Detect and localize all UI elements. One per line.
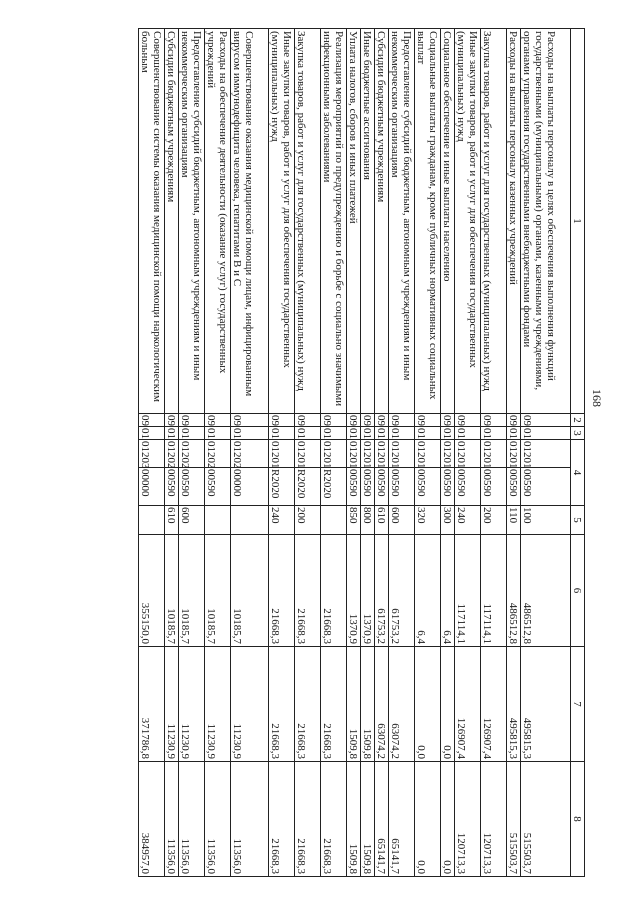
row-description: Закупка товаров, работ и услуг для государственных (муниципальных) нужд xyxy=(481,29,507,414)
row-code-4-program: 01202 xyxy=(179,440,205,468)
row-code-4-direction: 00590 xyxy=(455,468,481,506)
row-value-8: 21668,3 xyxy=(295,762,321,877)
row-code-5: 110 xyxy=(507,506,521,535)
table-row xyxy=(269,29,295,877)
row-code-4-program: 01202 xyxy=(205,440,231,468)
table-row xyxy=(375,29,389,877)
table-row xyxy=(521,29,571,877)
row-code-4-direction: 00590 xyxy=(415,468,441,506)
row-value-8: 0,0 xyxy=(441,762,455,877)
row-code-3: 01 xyxy=(507,428,519,439)
row-code-5: 850 xyxy=(347,506,361,535)
row-code-2: 09 xyxy=(179,414,205,427)
row-code-4-direction: 00590 xyxy=(481,468,507,506)
row-value-8: 515503,7 xyxy=(521,762,571,877)
row-value-7: 11230,9 xyxy=(231,647,269,762)
row-code-2: 09 xyxy=(321,414,347,427)
row-code-3: 01 xyxy=(441,428,453,439)
table-row xyxy=(441,29,455,877)
row-code-3: 01 xyxy=(295,427,321,440)
row-value-8: 65141,7 xyxy=(389,762,415,877)
row-value-6: 61753,2 xyxy=(375,535,389,647)
row-value-6: 6,4 xyxy=(441,535,455,647)
row-value-8: 515503,7 xyxy=(507,762,521,877)
row-value-8: 65141,7 xyxy=(375,762,389,877)
table-row xyxy=(165,29,179,877)
row-description: Расходы на обеспечение деятельности (оказание услуг) государственных учреждений xyxy=(205,29,231,414)
row-code-4-direction: 00590 xyxy=(205,468,231,506)
row-code-5: 300 xyxy=(441,506,455,535)
header-col-5: 5 xyxy=(571,506,585,535)
row-value-8: 384957,0 xyxy=(139,762,165,877)
row-value-6: 117114,1 xyxy=(481,535,507,647)
row-value-6: 21668,3 xyxy=(295,535,321,647)
table-row xyxy=(481,29,507,877)
row-code-3: 01 xyxy=(415,427,441,440)
row-value-6: 10185,7 xyxy=(205,535,231,647)
row-code-5 xyxy=(231,506,269,535)
row-code-2: 09 xyxy=(415,414,441,427)
row-value-6: 1370,9 xyxy=(361,535,375,647)
row-value-7: 63074,2 xyxy=(389,647,415,762)
row-value-7: 495815,3 xyxy=(507,647,521,762)
row-code-4-program: 01201 xyxy=(415,440,441,468)
row-value-7: 11230,9 xyxy=(205,647,231,762)
table-row xyxy=(179,29,205,877)
row-value-6: 1370,9 xyxy=(347,535,361,647)
row-description: Социальные выплаты гражданам, кроме публичных нормативных социальных выплат xyxy=(415,29,441,414)
row-code-2: 09 xyxy=(231,414,269,427)
row-description: Совершенствование оказания медицинской помощи лицам, инфицированным вирусом иммунодефицита человека, гепатитами В и С xyxy=(231,29,269,414)
row-code-4-program: 01203 xyxy=(139,440,165,468)
row-value-7: 63074,2 xyxy=(375,647,389,762)
header-col-7: 7 xyxy=(571,647,585,762)
row-code-5: 610 xyxy=(165,506,179,535)
row-value-7: 11230,9 xyxy=(179,647,205,762)
table-header-row xyxy=(571,29,585,877)
row-description: Предоставление субсидий бюджетным, автономным учреждениям и иным некоммерческим организациям xyxy=(179,29,205,414)
row-value-8: 0,0 xyxy=(415,762,441,877)
table-row xyxy=(347,29,361,877)
table-row xyxy=(415,29,441,877)
row-value-7: 11230,9 xyxy=(165,647,179,762)
row-description: Закупка товаров, работ и услуг для государственных (муниципальных) нужд xyxy=(295,29,321,414)
row-code-3: 01 xyxy=(179,427,205,440)
row-value-7: 495815,3 xyxy=(521,647,571,762)
row-code-4-direction: 00590 xyxy=(347,468,361,506)
row-value-6: 10185,7 xyxy=(165,535,179,647)
row-code-4-direction: 00590 xyxy=(521,468,571,506)
row-code-4-program: 01201 xyxy=(507,441,519,469)
row-value-8: 11356,0 xyxy=(179,762,205,877)
row-code-4-direction: 00590 xyxy=(375,468,389,506)
row-code-3: 01 xyxy=(321,427,347,440)
row-code-5: 320 xyxy=(415,506,441,535)
row-code-4-direction: 00000 xyxy=(139,468,165,506)
row-description: Реализация мероприятий по предупреждению и борьбе с социально значимыми инфекционными заболеваниями xyxy=(321,29,347,414)
row-code-3: 01 xyxy=(361,428,373,439)
row-code-3: 01 xyxy=(389,427,415,440)
row-code-2: 09 xyxy=(389,414,415,427)
row-code-4-program: 01201 xyxy=(521,440,571,468)
row-code-2: 09 xyxy=(205,414,231,427)
row-code-4-direction: 00000 xyxy=(231,468,269,506)
row-code-2: 09 xyxy=(361,415,373,426)
row-value-6: 486512,8 xyxy=(507,535,521,647)
table-row xyxy=(295,29,321,877)
row-description: Иные закупки товаров, работ и услуг для обеспечения государственных (муниципальных) нужд xyxy=(269,29,295,414)
row-code-5: 200 xyxy=(295,506,321,535)
row-code-2: 09 xyxy=(139,414,165,427)
row-code-5 xyxy=(139,506,165,535)
row-code-4-direction: R2020 xyxy=(295,468,321,506)
row-code-4-program: 01202 xyxy=(165,441,177,469)
row-value-8: 11356,0 xyxy=(231,762,269,877)
row-value-7: 21668,3 xyxy=(269,647,295,762)
row-code-5: 100 xyxy=(521,506,571,535)
row-description: Социальное обеспечение и иные выплаты населению xyxy=(441,29,455,414)
row-code-3: 01 xyxy=(521,427,571,440)
row-code-4-direction: 00590 xyxy=(389,468,415,506)
budget-table xyxy=(138,28,585,877)
row-code-3: 01 xyxy=(455,427,481,440)
row-description: Субсидии бюджетным учреждениям xyxy=(375,29,389,414)
row-value-8: 21668,3 xyxy=(269,762,295,877)
header-col-3: 3 xyxy=(571,427,585,440)
row-value-7: 1509,8 xyxy=(347,647,361,762)
row-value-7: 1509,8 xyxy=(361,647,375,762)
row-code-4-program: 01201 xyxy=(269,440,295,468)
row-code-4-program: 01201 xyxy=(321,440,347,468)
row-code-5 xyxy=(321,506,347,535)
table-row xyxy=(361,29,375,877)
row-value-6: 6,4 xyxy=(415,535,441,647)
row-value-7: 126907,4 xyxy=(481,647,507,762)
row-code-4-program: 01201 xyxy=(375,441,387,469)
table-row xyxy=(205,29,231,877)
row-code-3: 01 xyxy=(205,427,231,440)
header-col-6: 6 xyxy=(571,535,585,647)
row-code-4-program: 01201 xyxy=(455,440,481,468)
table-row xyxy=(389,29,415,877)
table-body xyxy=(139,29,571,877)
row-value-8: 120713,3 xyxy=(455,762,481,877)
row-value-8: 1509,8 xyxy=(347,762,361,877)
table-row xyxy=(321,29,347,877)
row-code-4-program: 01201 xyxy=(481,440,507,468)
header-col-2: 2 xyxy=(571,414,585,427)
row-code-4-direction: 00590 xyxy=(507,468,521,506)
row-code-4-program: 01201 xyxy=(295,440,321,468)
row-description: Расходы на выплаты персоналу в целях обеспечения выполнения функций государственными (муниципальными) органами, казенными учреждениями, органами управления государственными внебюджетными фондами xyxy=(521,29,571,414)
row-description: Уплата налогов, сборов и иных платежей xyxy=(347,29,361,414)
row-code-4-direction: 00590 xyxy=(179,468,205,506)
table-row xyxy=(231,29,269,877)
row-description: Субсидии бюджетным учреждениям xyxy=(165,29,179,414)
row-description: Иные бюджетные ассигнования xyxy=(361,29,375,414)
table-row xyxy=(507,29,521,877)
row-code-2: 09 xyxy=(375,415,387,426)
row-value-6: 486512,8 xyxy=(521,535,571,647)
row-code-4-direction: 00590 xyxy=(165,468,179,506)
row-value-8: 1509,8 xyxy=(361,762,375,877)
row-value-8: 11356,0 xyxy=(205,762,231,877)
row-value-7: 126907,4 xyxy=(455,647,481,762)
row-code-3: 01 xyxy=(165,428,177,439)
row-value-8: 21668,3 xyxy=(321,762,347,877)
header-col-8: 8 xyxy=(571,762,585,877)
row-code-5: 600 xyxy=(179,506,205,535)
row-code-4-direction: R2020 xyxy=(321,468,347,506)
row-code-4-direction: 00590 xyxy=(361,468,375,506)
rotated-page-content xyxy=(49,28,604,876)
row-code-4-program: 01201 xyxy=(441,441,453,469)
row-code-5: 610 xyxy=(375,506,389,535)
row-code-5: 600 xyxy=(389,506,415,535)
row-code-5: 240 xyxy=(455,506,481,535)
row-value-7: 21668,3 xyxy=(321,647,347,762)
page-number: 168 xyxy=(590,389,604,407)
row-description: Иные закупки товаров, работ и услуг для обеспечения государственных (муниципальных) нужд xyxy=(455,29,481,414)
row-code-5 xyxy=(205,506,231,535)
row-code-2: 09 xyxy=(165,415,177,426)
row-code-2: 09 xyxy=(481,414,507,427)
row-code-3: 01 xyxy=(139,427,165,440)
table-row xyxy=(455,29,481,877)
row-code-5: 200 xyxy=(481,506,507,535)
table-row xyxy=(139,29,165,877)
row-code-4-direction: 00590 xyxy=(441,468,455,506)
row-value-6: 117114,1 xyxy=(455,535,481,647)
row-value-6: 10185,7 xyxy=(231,535,269,647)
row-value-7: 21668,3 xyxy=(295,647,321,762)
row-code-3: 01 xyxy=(347,428,359,439)
row-code-5: 800 xyxy=(361,506,375,535)
row-code-3: 01 xyxy=(269,427,295,440)
row-code-2: 09 xyxy=(521,414,571,427)
row-code-3: 01 xyxy=(231,427,269,440)
row-value-8: 120713,3 xyxy=(481,762,507,877)
row-code-2: 09 xyxy=(269,414,295,427)
row-code-2: 09 xyxy=(347,415,359,426)
row-value-7: 371786,8 xyxy=(139,647,165,762)
row-code-2: 09 xyxy=(295,414,321,427)
row-code-4-direction: R2020 xyxy=(269,468,295,506)
row-value-6: 21668,3 xyxy=(269,535,295,647)
row-description: Предоставление субсидий бюджетным, автономным учреждениям и иным некоммерческим организациям xyxy=(389,29,415,414)
row-value-7: 0,0 xyxy=(415,647,441,762)
header-col-1: 1 xyxy=(571,29,585,414)
row-description: Расходы на выплаты персоналу казенных учреждений xyxy=(507,29,521,414)
row-code-3: 01 xyxy=(375,428,387,439)
row-value-8: 11356,0 xyxy=(165,762,179,877)
row-value-6: 10185,7 xyxy=(179,535,205,647)
header-col-4: 4 xyxy=(571,440,585,506)
row-code-3: 01 xyxy=(481,427,507,440)
row-value-6: 21668,3 xyxy=(321,535,347,647)
row-code-5: 240 xyxy=(269,506,295,535)
row-code-4-program: 01202 xyxy=(231,440,269,468)
row-value-7: 0,0 xyxy=(441,647,455,762)
row-code-2: 09 xyxy=(507,415,519,426)
row-code-4-program: 01201 xyxy=(361,441,373,469)
row-description: Совершенствование системы оказания медицинской помощи наркологическим больным xyxy=(139,29,165,414)
row-code-4-program: 01201 xyxy=(347,441,359,469)
row-code-2: 09 xyxy=(441,415,453,426)
row-code-4-program: 01201 xyxy=(389,440,415,468)
row-code-2: 09 xyxy=(455,414,481,427)
row-value-6: 61753,2 xyxy=(389,535,415,647)
row-value-6: 355150,0 xyxy=(139,535,165,647)
